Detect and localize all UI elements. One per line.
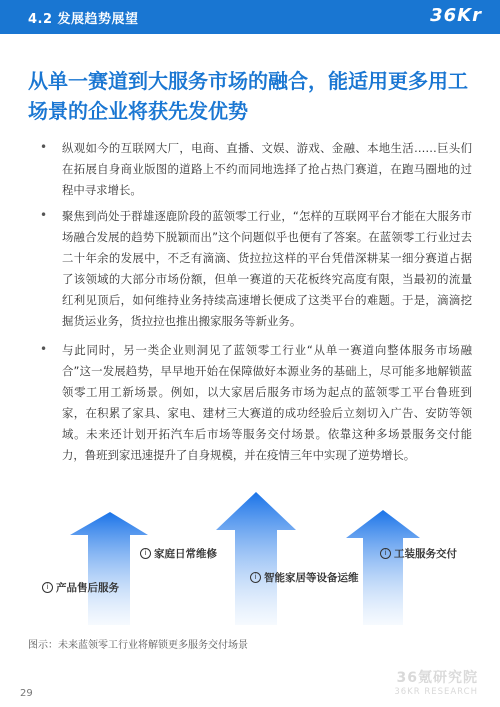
paragraph-1: 纵观如今的互联网大厂，电商、直播、文娱、游戏、金融、本地生活……巨头们在拓展自身商业版图的道路上不约而同地选择了抢占热门赛道，在跑马圈地的过程中寻求增长。 (62, 141, 472, 197)
section-title: 4.2 发展趋势展望 (28, 12, 139, 27)
info-circle-icon: i (250, 572, 261, 583)
brand-en: 36KR RESEARCH (394, 687, 478, 697)
label-tooling: i 工装服务交付 (380, 546, 457, 561)
label-home-repair: i 家庭日常维修 (140, 546, 217, 561)
arrow-shape (216, 492, 296, 625)
footer-brand (394, 667, 478, 697)
paragraph-2: 聚焦到尚处于群雄逐鹿阶段的蓝领零工行业，“怎样的互联网平台才能在大服务市场融合发展的趋势下脱颖而出”这个问题似乎也便有了答案。在蓝领零工行业过去二十年余的发展中，不乏有滴滴、货拉拉这样的平台凭借深耕某一细分赛道占据了该领域的大部分市场份额，但单一赛道的天花板终究高度有限，当最初的流量红利见顶后，如何维持业务持续高速增长便成了这类平台的难题。于是，滴滴挖掘货运业务，货拉拉也推出搬家服务等新业务。 (62, 209, 472, 328)
info-circle-icon: i (380, 548, 391, 559)
info-circle-icon: i (42, 582, 53, 593)
page-number: 29 (20, 688, 33, 699)
label-smart-home: i 智能家居等设备运维 (250, 570, 359, 585)
bullet-marker: • (40, 342, 48, 356)
growth-arrows-figure (30, 490, 470, 625)
header-bar (0, 0, 500, 34)
figure-caption: 图示：未来蓝领零工行业将解锁更多服务交付场景 (28, 640, 248, 651)
logo: 36Kr (430, 5, 482, 26)
paragraph-3: 与此同时，另一类企业则洞见了蓝领零工行业“从单一赛道向整体服务市场融合”这一发展趋势，早早地开始在保障做好本源业务的基础上，尽可能多地解锁蓝领零工用工新场景。例如，以大家居后服务市场为起点的蓝领零工平台鲁班到家，在积累了家具、家电、建材三大赛道的成功经验后立刻切入广告、安防等领域。未来还计划开拓汽车后市场等服务交付场景。依靠这种多场景服务交付能力，鲁班到家迅速提升了自身规模，并在疫情三年中实现了逆势增长。 (62, 343, 472, 462)
arrow-shape (70, 512, 148, 625)
brand-cn: 36氪研究院 (396, 670, 478, 686)
label-after-sales: i 产品售后服务 (42, 580, 119, 595)
page-heading: 从单一赛道到大服务市场的融合，能适用更多用工场景的企业将获先发优势 (28, 69, 468, 123)
arrow-shape (346, 510, 420, 625)
bullet-marker: • (40, 208, 48, 222)
info-circle-icon: i (140, 548, 151, 559)
bullet-marker: • (40, 140, 48, 154)
